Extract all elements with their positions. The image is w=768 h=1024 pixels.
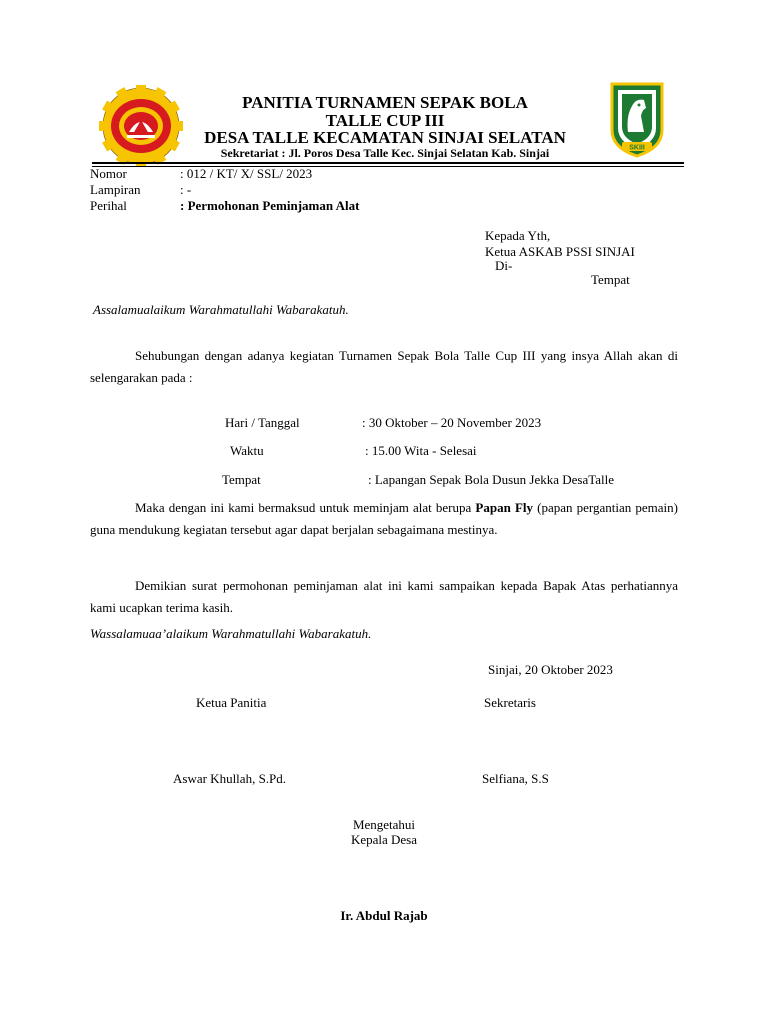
letterhead-rule-thick bbox=[92, 162, 684, 164]
letterhead-address: Sekretariat : Jl. Poros Desa Talle Kec. Sinjai Selatan Kab. Sinjai bbox=[220, 146, 550, 160]
paragraph-2-text-a: Maka dengan ini kami bermaksud untuk meminjam alat berupa bbox=[135, 500, 476, 515]
recipient-line-2: Ketua ASKAB PSSI SINJAI bbox=[485, 244, 635, 259]
place-date: Sinjai, 20 Oktober 2023 bbox=[488, 662, 613, 677]
nomor-value: : 012 / KT/ X/ SSL/ 2023 bbox=[180, 166, 313, 181]
detail-value-time: : 15.00 Wita - Selesai bbox=[365, 443, 477, 458]
left-signature-role: Ketua Panitia bbox=[196, 695, 267, 710]
greeting: Assalamualaikum Warahmatullahi Wabarakatuh. bbox=[93, 302, 349, 317]
right-signature-name: Selfiana, S.S bbox=[482, 771, 549, 786]
paragraph-2-bold: Papan Fly bbox=[475, 500, 534, 515]
kepala-desa-role: Kepala Desa bbox=[350, 832, 418, 847]
lampiran-value: : - bbox=[180, 182, 192, 197]
nomor-label: Nomor bbox=[90, 166, 127, 181]
perihal-value: : Permohonan Peminjaman Alat bbox=[180, 198, 360, 213]
left-signature-name: Aswar Khullah, S.Pd. bbox=[173, 771, 287, 786]
detail-value-place: : Lapangan Sepak Bola Dusun Jekka DesaTalle bbox=[368, 472, 615, 487]
recipient-line-4: Tempat bbox=[591, 272, 630, 287]
mengetahui-label: Mengetahui bbox=[352, 817, 416, 832]
letterhead-title-1: PANITIA TURNAMEN SEPAK BOLA bbox=[242, 93, 528, 112]
recipient-line-3: Di- bbox=[495, 258, 513, 273]
paragraph-3: Demikian surat permohonan peminjaman alat ini kami sampaikan kepada Bapak Atas perhatiannya kami ucapkan terima kasih. bbox=[90, 578, 678, 615]
perihal-label: Perihal bbox=[90, 198, 127, 213]
kepala-desa-name: Ir. Abdul Rajab bbox=[340, 908, 428, 923]
right-signature-role: Sekretaris bbox=[484, 695, 536, 710]
detail-value-date: : 30 Oktober – 20 November 2023 bbox=[362, 415, 542, 430]
paragraph-1: Sehubungan dengan adanya kegiatan Turnamen Sepak Bola Talle Cup III yang insya Allah akan di selengarakan pada : bbox=[90, 348, 678, 385]
detail-label-time: Waktu bbox=[230, 443, 264, 458]
detail-label-place: Tempat bbox=[222, 472, 261, 487]
paragraph-2-text-b: (papan pergantian pemain) guna mendukung kegiatan tersebut agar dapat berjalan sebagaimana mestinya. bbox=[90, 500, 678, 537]
closing-greeting: Wassalamuaa’alaikum Warahmatullahi Wabarakatuh. bbox=[90, 626, 372, 641]
emblem-ribbon-text: SKIII bbox=[629, 144, 645, 152]
recipient-line-1: Kepada Yth, bbox=[485, 228, 551, 243]
lampiran-label: Lampiran bbox=[90, 182, 141, 197]
letterhead-title-2: TALLE CUP III bbox=[325, 111, 445, 130]
detail-label-date: Hari / Tanggal bbox=[225, 415, 300, 430]
letterhead-title-3: DESA TALLE KECAMATAN SINJAI SELATAN bbox=[204, 128, 566, 147]
paragraph-2 bbox=[90, 497, 678, 541]
